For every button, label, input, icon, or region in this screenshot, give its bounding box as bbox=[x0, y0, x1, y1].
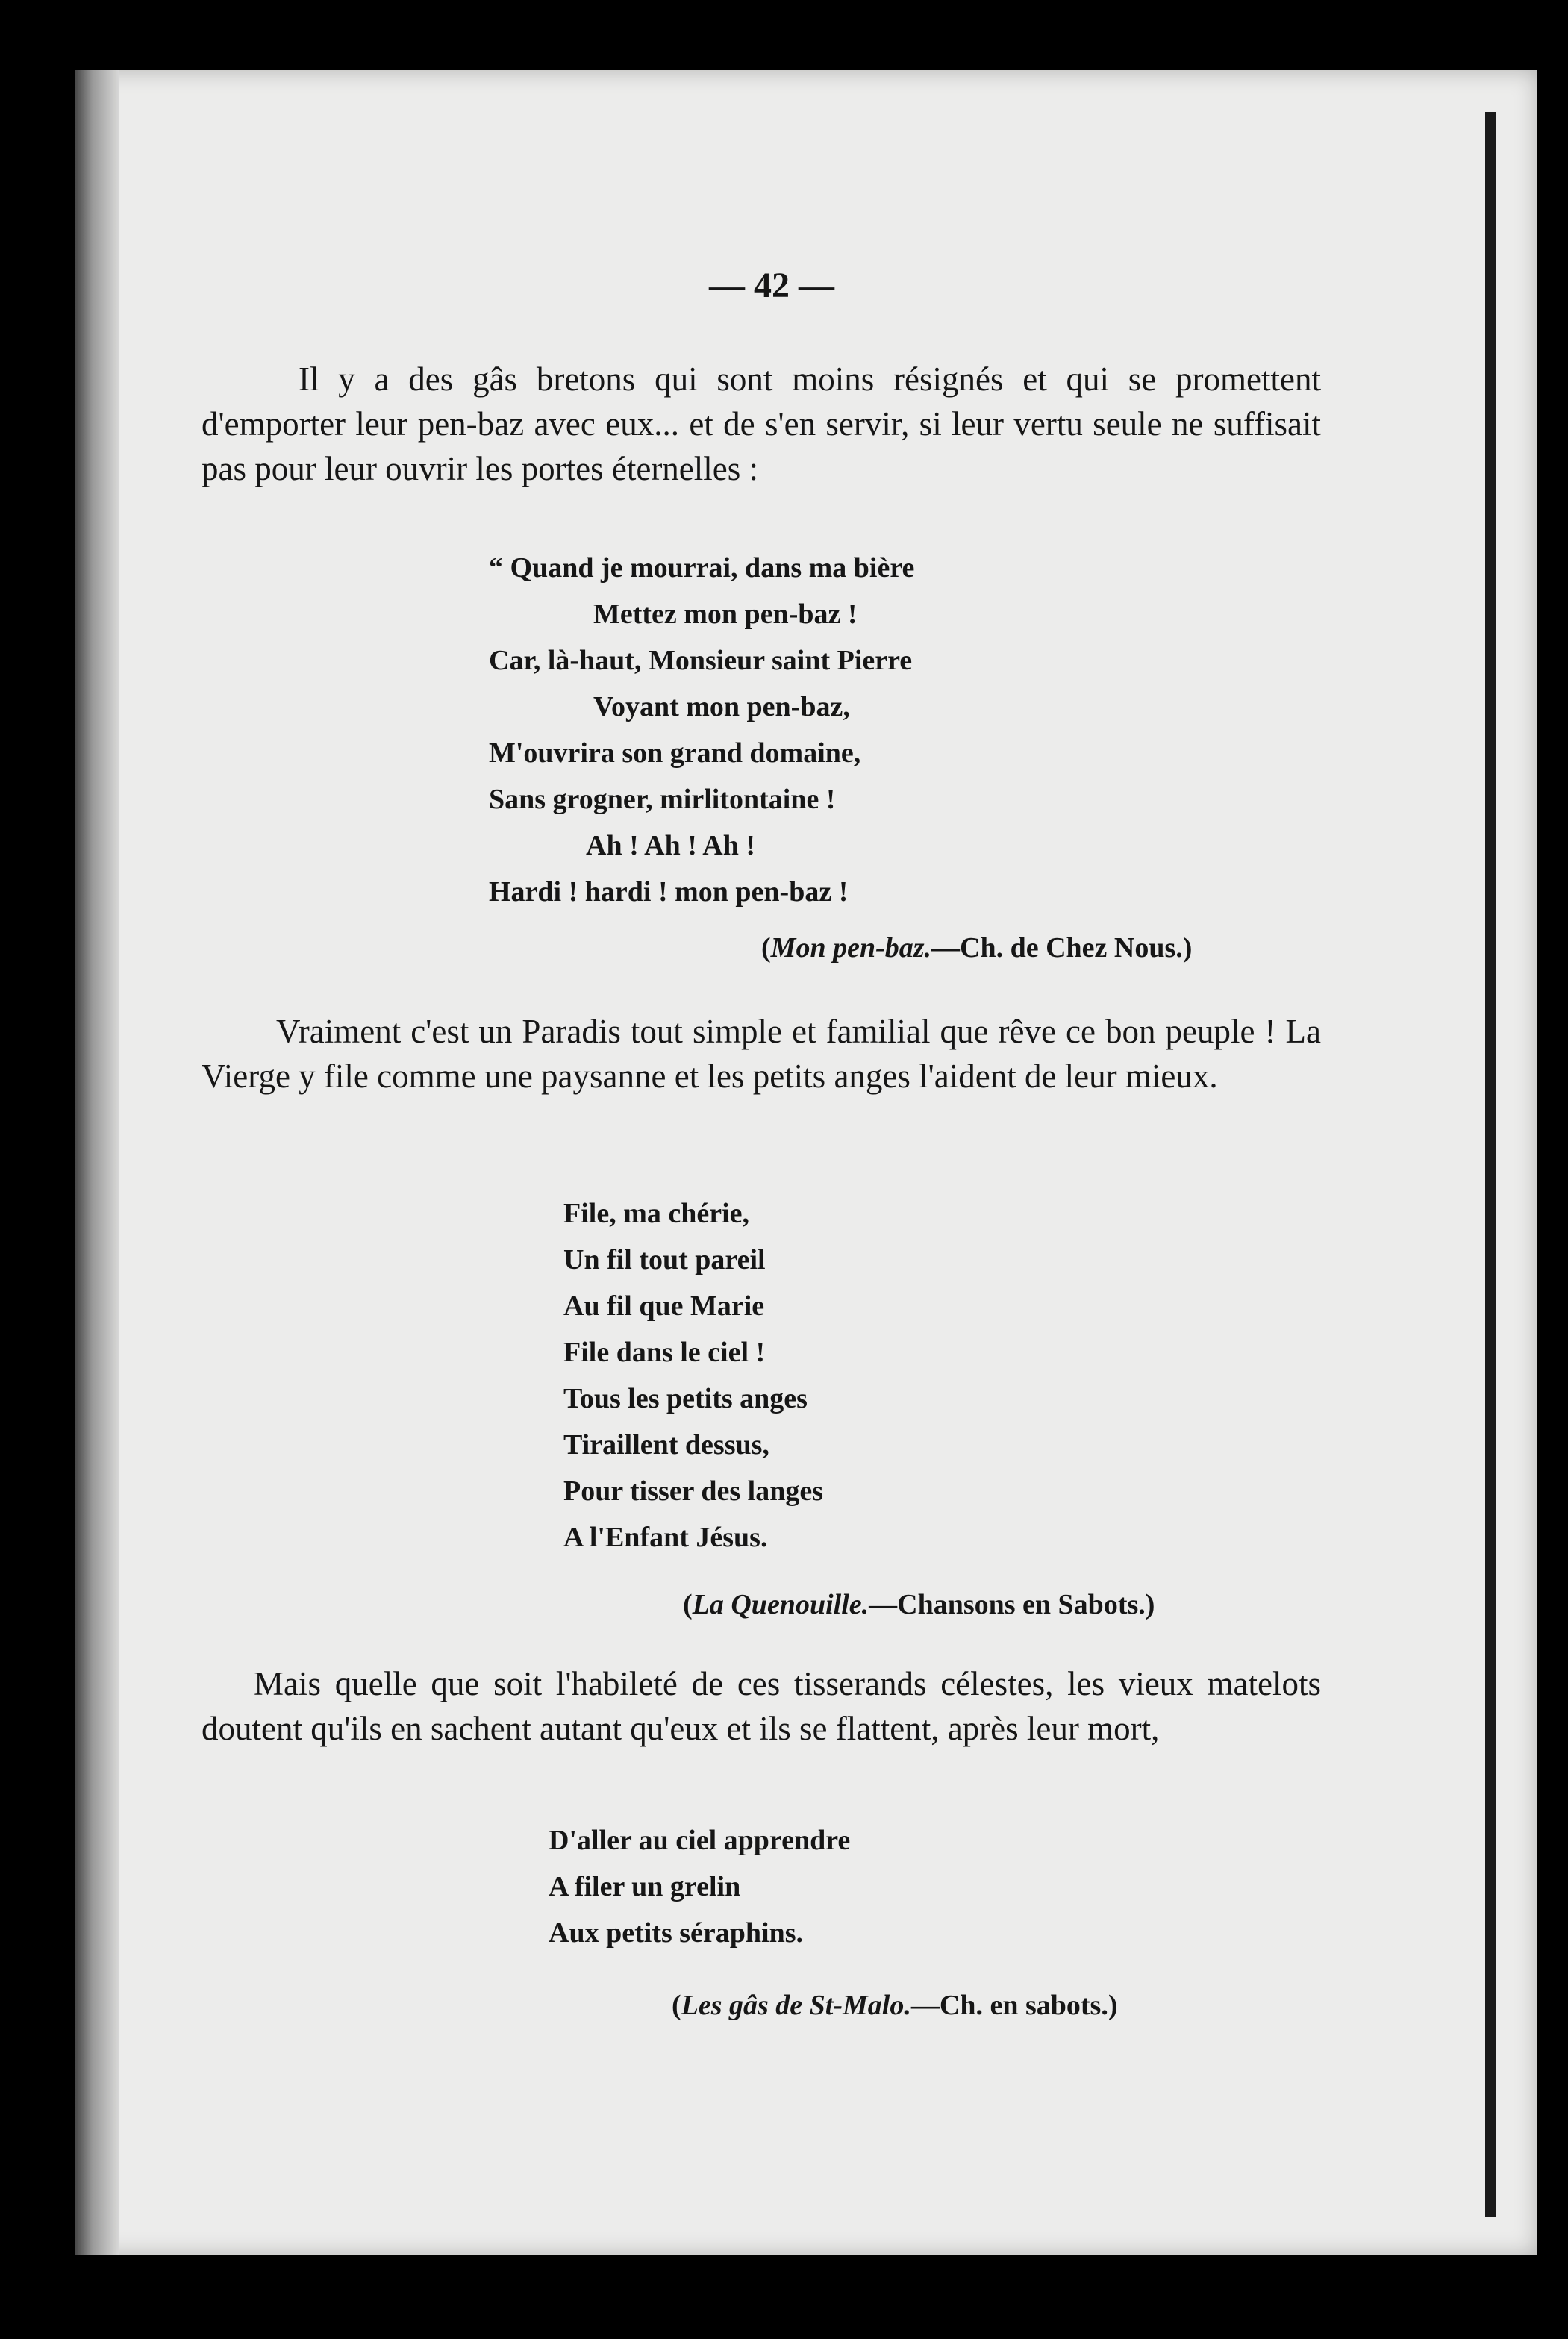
verse-2 bbox=[563, 1190, 823, 1561]
verse-line: “ Quand je mourrai, dans ma bière bbox=[489, 552, 915, 584]
verse-line: D'aller au ciel apprendre bbox=[549, 1825, 851, 1856]
citation-1: (Mon pen-baz.—Ch. de Chez Nous.) bbox=[761, 932, 1193, 964]
citation-title: La Quenouille. bbox=[692, 1589, 869, 1620]
verse-line: File, ma chérie, bbox=[563, 1198, 750, 1229]
citation-source: —Chansons en Sabots.) bbox=[869, 1589, 1155, 1620]
verse-line: Voyant mon pen-baz, bbox=[593, 691, 850, 722]
verse-line: Pour tisser des langes bbox=[563, 1475, 823, 1507]
verse-line: File dans le ciel ! bbox=[563, 1337, 766, 1368]
verse-line: Aux petits séraphins. bbox=[549, 1917, 803, 1949]
verse-line: Ah ! Ah ! Ah ! bbox=[586, 830, 755, 861]
book-spine bbox=[75, 70, 119, 2255]
verse-line: Car, là-haut, Monsieur saint Pierre bbox=[489, 645, 913, 676]
verse-line: Tiraillent dessus, bbox=[563, 1429, 769, 1461]
citation-title: Mon pen-baz. bbox=[770, 932, 932, 964]
verse-line: A l'Enfant Jésus. bbox=[563, 1522, 768, 1553]
verse-line: M'ouvrira son grand domaine, bbox=[489, 737, 861, 769]
citation-2: (La Quenouille.—Chansons en Sabots.) bbox=[683, 1589, 1155, 1620]
verse-line: A filer un grelin bbox=[549, 1871, 741, 1902]
citation-3: (Les gâs de St-Malo.—Ch. en sabots.) bbox=[672, 1990, 1118, 2021]
verse-line: Sans grogner, mirlitontaine ! bbox=[489, 784, 836, 815]
verse-3 bbox=[549, 1817, 850, 1956]
citation-title: Les gâs de St-Malo. bbox=[681, 1990, 911, 2021]
verse-line: Tous les petits anges bbox=[563, 1383, 808, 1414]
verse-line: Mettez mon pen-baz ! bbox=[593, 599, 858, 630]
page-edge bbox=[1485, 112, 1496, 2217]
paragraph-3: Mais quelle que soit l'habileté de ces tisserands célestes, les vieux matelots doutent qu'ils en sachent autant qu'eux et ils se flattent, après leur mort, bbox=[202, 1665, 1321, 1747]
verse-line: Un fil tout pareil bbox=[563, 1244, 766, 1275]
page-number: — 42 — bbox=[709, 266, 834, 305]
citation-source: —Ch. de Chez Nous.) bbox=[931, 932, 1193, 964]
paragraph-2: Vraiment c'est un Paradis tout simple et familial que rêve ce bon peuple ! La Vierge y file comme une paysanne et les petits anges l'aident de leur mieux. bbox=[202, 1013, 1321, 1095]
verse-1 bbox=[489, 545, 914, 915]
paragraph-1: Il y a des gâs bretons qui sont moins résignés et qui se promettent d'emporter leur pen-baz avec eux... et de s'en servir, si leur vertu seule ne suffisait pas pour leur ouvrir les portes éternelles : bbox=[202, 360, 1321, 487]
verse-line: Au fil que Marie bbox=[563, 1290, 765, 1322]
citation-source: —Ch. en sabots.) bbox=[910, 1990, 1118, 2021]
verse-line: Hardi ! hardi ! mon pen-baz ! bbox=[489, 876, 849, 908]
